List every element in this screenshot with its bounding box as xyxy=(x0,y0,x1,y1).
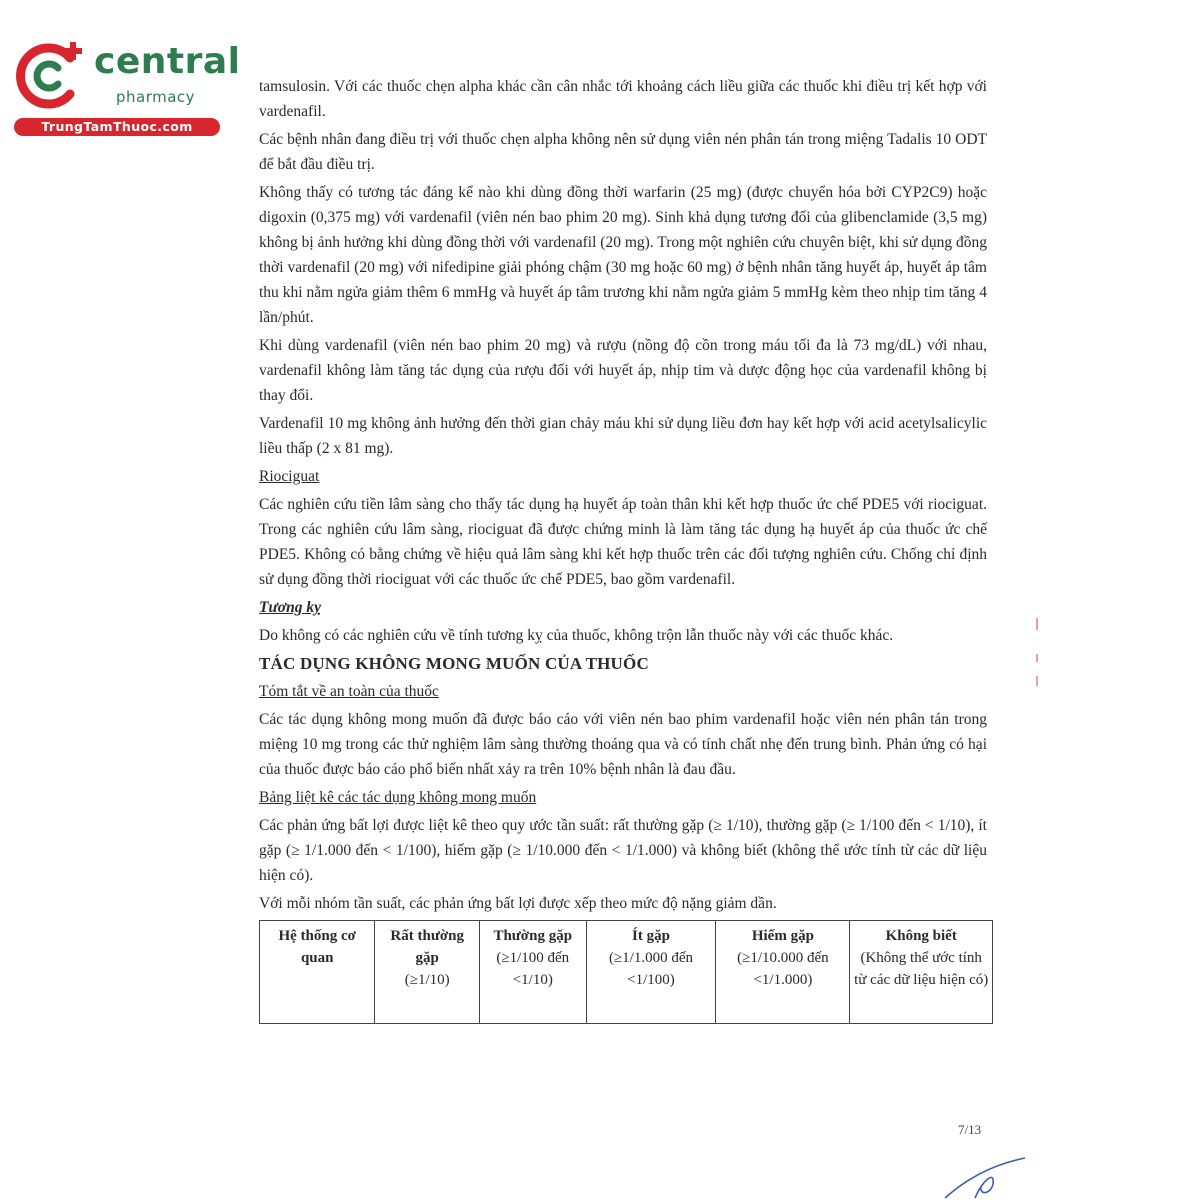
paragraph-riociguat: Các nghiên cứu tiền lâm sàng cho thấy tác dụng hạ huyết áp toàn thân khi kết hợp thuốc ức chế PDE5 với riociguat. Trong các nghiên cứu lâm sàng, riociguat đã được chứng minh là làm tăng tác dụng hạ huyết áp của thuốc ức chế PDE5. Không có bằng chứng về hiệu quả lâm sàng khi kết hợp thuốc trên các đối tượng nghiên cứu. Chống chỉ định sử dụng đồng thời riociguat với các thuốc ức chế PDE5, bao gồm vardenafil. xyxy=(259,496,987,588)
header-rare: Hiếm gặp xyxy=(751,928,814,944)
header-not-known: Không biết xyxy=(885,928,957,944)
paragraph-frequency-convention: Các phản ứng bất lợi được liệt kê theo quy ước tần suất: rất thường gặp (≥ 1/10), thường gặp (≥ 1/100 đến < 1/10), ít gặp (≥ 1/1.000 đến < 1/100), hiếm gặp (≥ 1/10.000 đến < 1/1.000) và không biết (không thể ước tính từ các dữ liệu hiện có). xyxy=(259,817,987,884)
paragraph-incompatibility: Do không có các nghiên cứu về tính tương kỵ của thuốc, không trộn lẫn thuốc này với các thuốc khác. xyxy=(259,627,894,644)
signature-mark xyxy=(935,1150,1035,1200)
paragraph-safety-summary: Các tác dụng không mong muốn đã được báo cáo với viên nén bao phim vardenafil hoặc viên nén phân tán trong miệng 10 mg trong các thử nghiệm lâm sàng thường thoáng qua và có tính chất nhẹ đến trung bình. Phản ứng có hại của thuốc được báo cáo phổ biến nhất xảy ra trên 10% bệnh nhân là đau đầu. xyxy=(259,711,987,778)
header-very-common: Rất thường gặp xyxy=(390,928,464,966)
section-heading-adverse-effects: TÁC DỤNG KHÔNG MONG MUỐN CỦA THUỐC xyxy=(259,654,649,673)
safety-summary-subheading: Tóm tắt về an toàn của thuốc xyxy=(259,683,439,700)
brand-name: central xyxy=(94,41,241,82)
frequency-table xyxy=(259,920,993,1024)
paragraph-warfarin-digoxin: Không thấy có tương tác đáng kể nào khi dùng đồng thời warfarin (25 mg) (được chuyển hóa bởi CYP2C9) hoặc digoxin (0,375 mg) với vardenafil (viên nén bao phim 20 mg). Sinh khả dụng tương đối của glibenclamide (3,5 mg) không bị ảnh hưởng khi dùng đồng thời với vardenafil (20 mg). Trong một nghiên cứu chuyên biệt, khi sử dụng đồng thời vardenafil (20 mg) với nifedipine giải phóng chậm (30 mg hoặc 60 mg) ở bệnh nhân tăng huyết áp, huyết áp tâm thu khi nằm ngửa giảm thêm 6 mmHg và huyết áp tâm trương khi nằm ngửa giảm 5 mmHg kèm theo nhịp tim tăng 4 lần/phút. xyxy=(259,184,987,326)
table-header-cell xyxy=(260,921,375,1024)
paragraph-severity-order: Với mỗi nhóm tần suất, các phản ứng bất lợi được xếp theo mức độ nặng giảm dần. xyxy=(259,895,777,912)
table-header-cell: Không biết (Không thể ước tính từ các dữ liệu hiện có) xyxy=(850,921,993,1024)
paragraph-bleeding-time: Vardenafil 10 mg không ảnh hưởng đến thời gian chảy máu khi sử dụng liều đơn hay kết hợp với acid acetylsalicylic liều thấp (2 x 81 mg). xyxy=(259,415,987,457)
page-number: 7/13 xyxy=(958,1122,982,1137)
brand-subtitle: pharmacy xyxy=(116,88,196,106)
incompatibility-subheading: Tương kỵ xyxy=(259,599,321,616)
document-page xyxy=(259,74,987,1024)
paragraph-alcohol: Khi dùng vardenafil (viên nén bao phim 20 mg) và rượu (nồng độ cồn trong máu tối đa là 73 mg/dL) với nhau, vardenafil không làm tăng tác dụng của rượu đối với huyết áp, nhịp tim và dược động học của vardenafil không bị thay đổi. xyxy=(259,337,987,404)
paragraph-alpha-blockers: Các bệnh nhân đang điều trị với thuốc chẹn alpha không nên sử dụng viên nén phân tán trong miệng Tadalis 10 ODT để bắt đầu điều trị. xyxy=(259,131,987,173)
header-common: Thường gặp xyxy=(493,928,573,944)
header-uncommon: Ít gặp xyxy=(632,928,670,944)
table-header-cell: Ít gặp (≥1/1.000 đến <1/100) xyxy=(586,921,716,1024)
paragraph-tamsulosin: tamsulosin. Với các thuốc chẹn alpha khác cần cân nhắc tới khoảng cách liều giữa các thuốc khi điều trị kết hợp với vardenafil. xyxy=(259,78,987,120)
table-header-cell: Hiếm gặp (≥1/10.000 đến <1/1.000) xyxy=(716,921,850,1024)
riociguat-subheading: Riociguat xyxy=(259,468,320,485)
table-header-cell: Thường gặp (≥1/100 đến <1/10) xyxy=(479,921,586,1024)
pharmacy-logo xyxy=(12,36,241,136)
table-header-cell: Rất thường gặp (≥1/10) xyxy=(375,921,479,1024)
table-header-row xyxy=(260,921,993,1024)
margin-stamp-marks xyxy=(1034,618,1042,698)
adverse-list-subheading: Bảng liệt kê các tác dụng không mong muốn xyxy=(259,789,537,806)
header-organ-system: Hệ thống cơ quan xyxy=(278,928,356,966)
brand-website-badge: TrungTamThuoc.com xyxy=(14,118,220,136)
central-pharmacy-logo-icon xyxy=(12,36,92,116)
